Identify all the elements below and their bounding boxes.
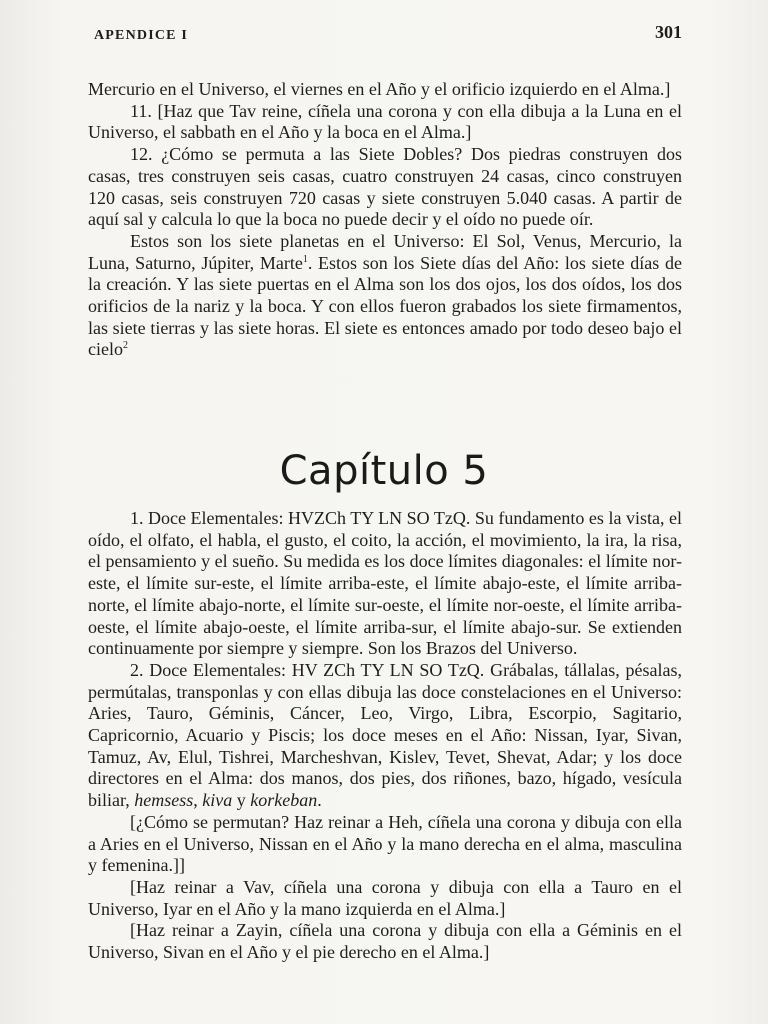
- paragraph: 12. ¿Cómo se permuta a las Siete Dobles? Dos piedras construyen dos casas, tres construyen seis casas, cuatro construyen 24 casas, cinco construyen 120 casas, seis construyen 720 casas y siete construyen 5.040 casas. A partir de aquí sal y calcula lo que la boca no puede decir y el oído no puede oír.: [88, 144, 682, 230]
- paragraph: 1. Doce Elementales: HVZCh TY LN SO TzQ. Su fundamento es la vista, el oído, el olfato, el habla, el gusto, el coito, la acción, el movimiento, la ira, la risa, el pensamiento y el sueño. Su medida es los doce límites diagonales: el límite nor-este, el límite sur-este, el límite arriba-este, el límite abajo-este, el límite arriba-norte, el límite abajo-norte, el límite sur-oeste, el límite nor-oeste, el límite arriba-oeste, el límite abajo-oeste, el límite arriba-sur, el límite abajo-sur. Se extienden continuamente por siempre y siempre. Son los Brazos del Universo.: [88, 508, 682, 659]
- running-head: APENDICE I: [94, 28, 189, 43]
- separator: y: [232, 790, 251, 811]
- page-number: 301: [655, 22, 682, 42]
- paragraph-text: 2. Doce Elementales: HV ZCh TY LN SO TzQ. Grábalas, tállalas, pésalas, permútalas, transponlas y con ellas dibuja las doce constelaciones en el Universo: Aries, Tauro, Géminis, Cáncer, Leo, Virgo, Libra, Escorpio, Sagitario, Capricornio, Acuario y Piscis; los doce meses en el Año: Nissan, Iyar, Sivan, Tamuz, Av, Elul, Tishrei, Marcheshvan, Kislev, Tevet, Shevat, Adar; y los doce directores en el Alma: dos manos, dos pies, dos riñones, bazo, hígado, vesícula biliar,: [88, 659, 682, 811]
- paragraph-text: Estos son los siete planetas en el Universo: El Sol, Venus, Mercurio, la Luna, Saturno, Júpiter, Marte: [88, 230, 682, 273]
- chapter-title: Capítulo 5: [279, 448, 489, 494]
- page-header: [94, 22, 682, 50]
- separator: .: [317, 790, 322, 811]
- paragraph: [88, 660, 682, 812]
- text-block-bottom: [88, 508, 682, 964]
- paragraph: [88, 231, 682, 361]
- italic-term: hemsess: [134, 790, 194, 811]
- paragraph: [¿Cómo se permutan? Haz reinar a Heh, cíñela una corona y dibuja con ella a Aries en el Universo, Nissan en el Año y la mano derecha en el alma, masculina y femenina.]]: [88, 811, 682, 876]
- italic-term: korkeban: [250, 790, 318, 811]
- paragraph: Mercurio en el Universo, el viernes en el Año y el orificio izquierdo en el Alma.]: [88, 79, 671, 99]
- paragraph: 11. [Haz que Tav reine, cíñela una corona y con ella dibuja a la Luna en el Universo, el sabbath en el Año y la boca en el Alma.]: [88, 100, 682, 143]
- separator: ,: [193, 790, 203, 811]
- text-block-top: [88, 79, 682, 361]
- footnote-marker: 1: [302, 253, 308, 265]
- paragraph: [Haz reinar a Zayin, cíñela una corona y dibuja con ella a Géminis en el Universo, Sivan en el Año y el pie derecho en el Alma.]: [88, 920, 682, 963]
- italic-term: kiva: [202, 790, 233, 811]
- footnote-marker: 2: [122, 340, 128, 352]
- paragraph-text: . Estos son los Siete días del Año: los siete días de la creación. Y las siete puertas en el Alma son los dos ojos, los dos oídos, los dos orificios de la nariz y la boca. Y con ellos fueron grabados los siete firmamentos, las siete tierras y las siete horas. El siete es entonces amado por todo deseo bajo el cielo: [88, 252, 682, 360]
- paragraph: [Haz reinar a Vav, cíñela una corona y dibuja con ella a Tauro en el Universo, Iyar en el Año y la mano izquierda en el Alma.]: [88, 876, 682, 919]
